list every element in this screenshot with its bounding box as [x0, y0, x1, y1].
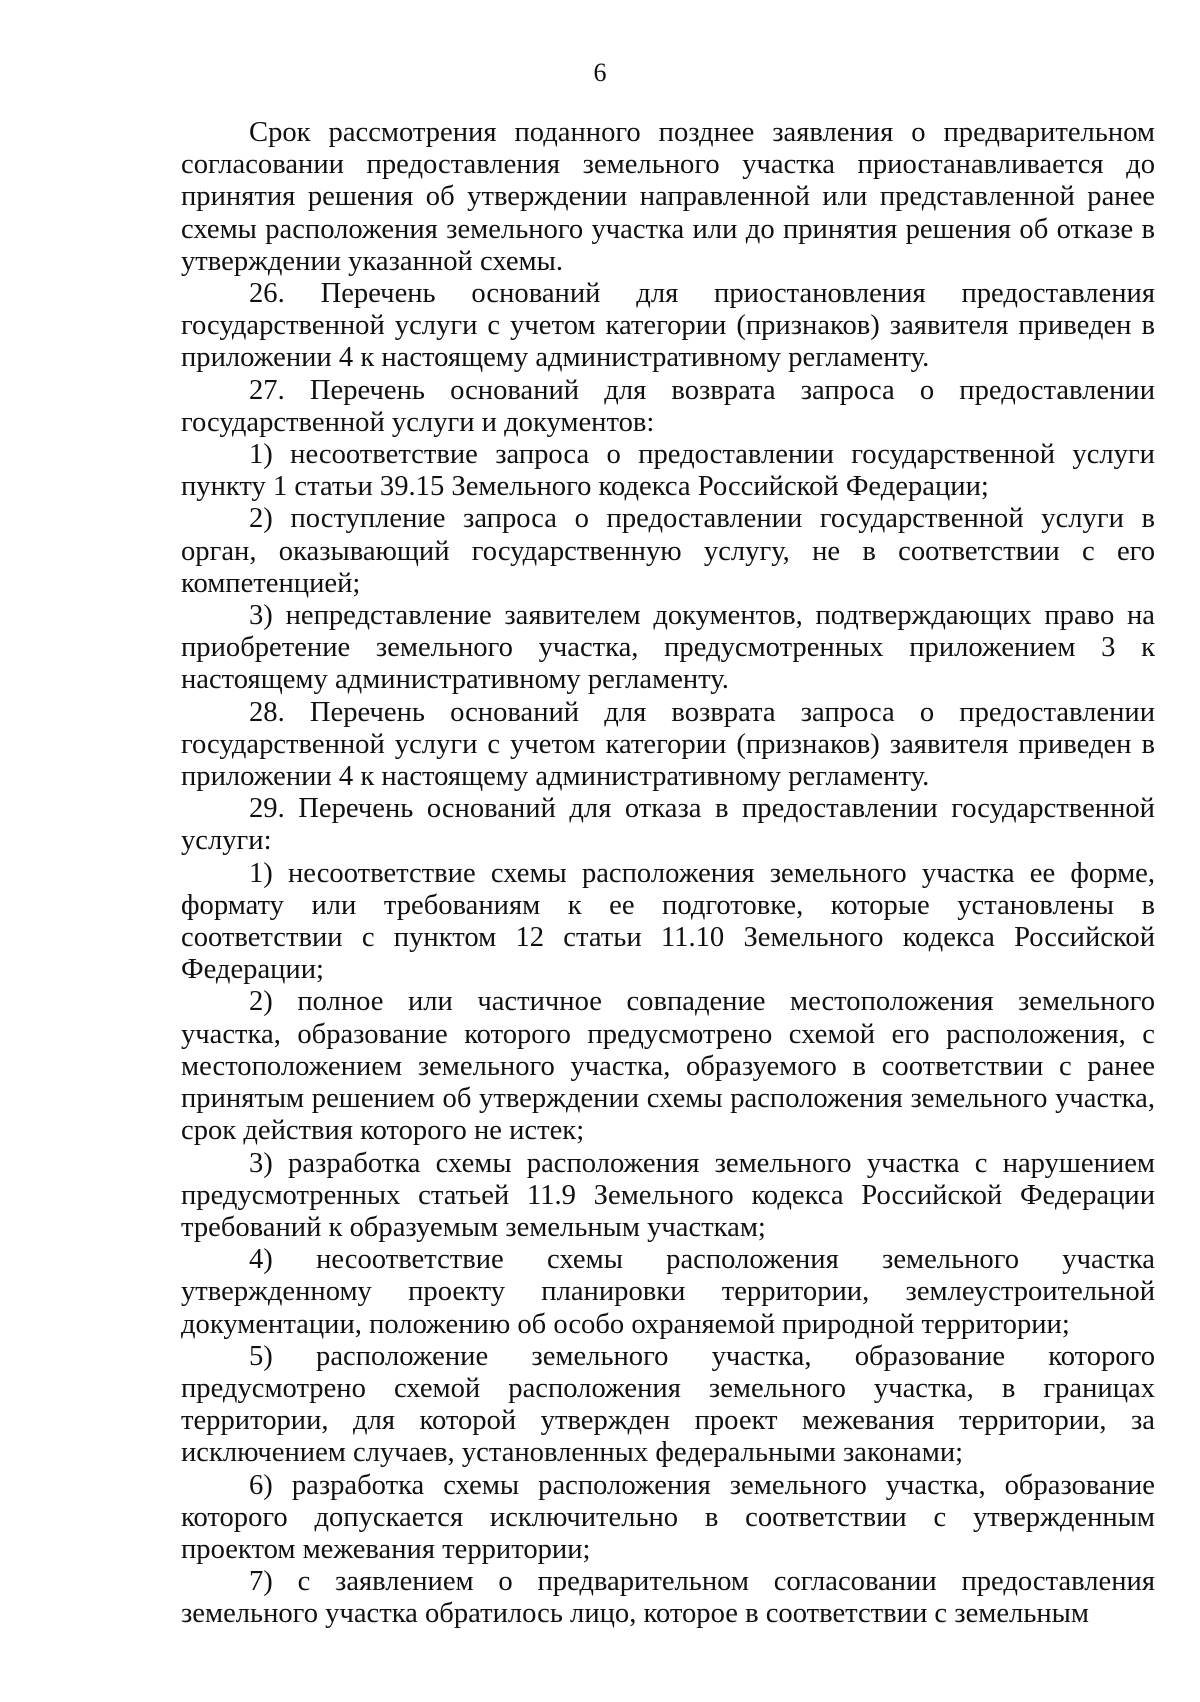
document-body — [181, 117, 1155, 1631]
paragraph-29: 29. Перечень оснований для отказа в предоставлении государственной услуги: — [181, 793, 1155, 857]
list-item-29-1: 1) несоответствие схемы расположения земельного участка ее форме, формату или требованиям к ее подготовке, которые установлены в соответствии с пунктом 12 статьи 11.10 Земельного кодекса Российской Федерации; — [181, 857, 1155, 986]
paragraph-26: 26. Перечень оснований для приостановления предоставления государственной услуги с учетом категории (признаков) заявителя приведен в приложении 4 к настоящему административному регламенту. — [181, 278, 1155, 374]
list-item-29-3: 3) разработка схемы расположения земельного участка с нарушением предусмотренных статьей 11.9 Земельного кодекса Российской Федерации требований к образуемым земельным участкам; — [181, 1147, 1155, 1243]
list-item-27-1: 1) несоответствие запроса о предоставлении государственной услуги пункту 1 статьи 39.15 Земельного кодекса Российской Федерации; — [181, 439, 1155, 503]
list-item-27-3: 3) непредставление заявителем документов, подтверждающих право на приобретение земельного участка, предусмотренных приложением 3 к настоящему административному регламенту. — [181, 600, 1155, 696]
list-item-29-6: 6) разработка схемы расположения земельного участка, образование которого допускается исключительно в соответствии с утвержденным проектом межевания территории; — [181, 1469, 1155, 1565]
paragraph-28: 28. Перечень оснований для возврата запроса о предоставлении государственной услуги с учетом категории (признаков) заявителя приведен в приложении 4 к настоящему административному регламенту. — [181, 696, 1155, 793]
paragraph-suspension-term: Срок рассмотрения поданного позднее заявления о предварительном согласовании предоставления земельного участка приостанавливается до принятия решения об утверждении направленной или представленной ранее схемы расположения земельного участка или до принятия решения об отказе в утверждении указанной схемы. — [181, 117, 1155, 277]
list-item-29-5: 5) расположение земельного участка, образование которого предусмотрено схемой расположения земельного участка, в границах территории, для которой утвержден проект межевания территории, за исключением случаев, установленных федеральными законами; — [181, 1340, 1155, 1469]
page-number: 6 — [593, 58, 607, 87]
list-item-29-4: 4) несоответствие схемы расположения земельного участка утвержденному проекту планировки территории, землеустроительной документации, положению об особо охраняемой природной территории; — [181, 1244, 1155, 1340]
list-item-27-2: 2) поступление запроса о предоставлении государственной услуги в орган, оказывающий государственную услугу, не в соответствии с его компетенцией; — [181, 503, 1155, 599]
paragraph-27: 27. Перечень оснований для возврата запроса о предоставлении государственной услуги и документов: — [181, 374, 1155, 438]
list-item-29-7: 7) с заявлением о предварительном согласовании предоставления земельного участка обратилось лицо, которое в соответствии с земельным — [181, 1566, 1155, 1630]
list-item-29-2: 2) полное или частичное совпадение местоположения земельного участка, образование которого предусмотрено схемой его расположения, с местоположением земельного участка, образуемого в соответствии с ранее принятым решением об утверждении схемы расположения земельного участка, срок действия которого не истек; — [181, 986, 1155, 1147]
